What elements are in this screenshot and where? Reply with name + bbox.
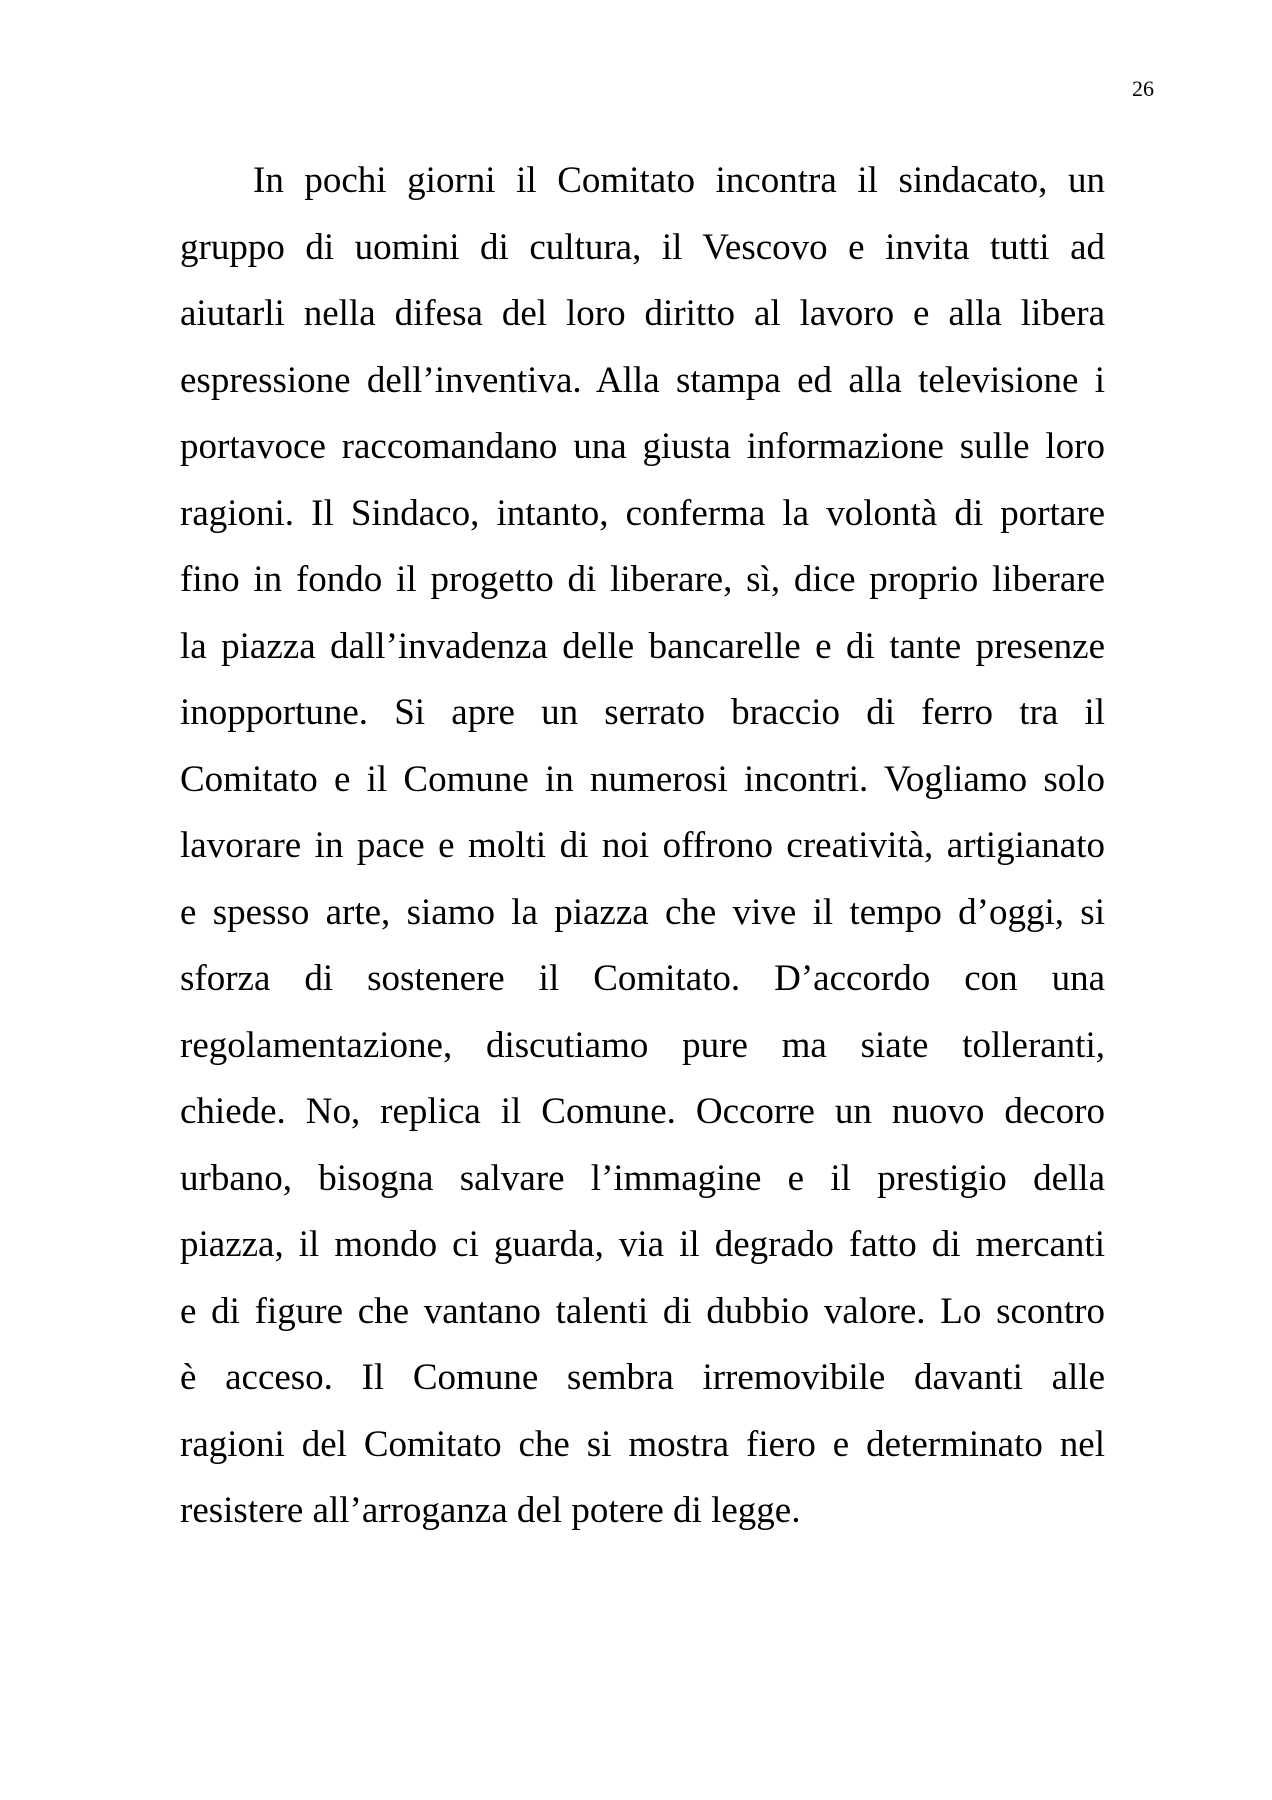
paragraph-line: portavoce raccomandano una giusta informazione sulle loro (180, 426, 1105, 467)
paragraph-line: e spesso arte, siamo la piazza che vive il tempo d’oggi, si (180, 891, 1105, 933)
paragraph-line: urbano, bisogna salvare l’immagine e il prestigio della (180, 1157, 1105, 1199)
paragraph-line: lavorare in pace e molti di noi offrono creatività, artigianato (180, 825, 1105, 866)
paragraph-line: regolamentazione, discutiamo pure ma siate tolleranti, (180, 1024, 1105, 1066)
paragraph-line: piazza, il mondo ci guarda, via il degrado fatto di mercanti (180, 1224, 1105, 1265)
paragraph-line: e di figure che vantano talenti di dubbio valore. Lo scontro (180, 1290, 1105, 1332)
paragraph-line: In pochi giorni il Comitato incontra il sindacato, un (253, 160, 1105, 201)
paragraph-line: aiutarli nella difesa del loro diritto al lavoro e alla libera (180, 293, 1105, 334)
paragraph-line: Comitato e il Comune in numerosi incontri. Vogliamo solo (180, 758, 1105, 800)
body-paragraph (180, 148, 1105, 1545)
paragraph-line: gruppo di uomini di cultura, il Vescovo e invita tutti ad (180, 226, 1105, 268)
paragraph-line: la piazza dall’invadenza delle bancarelle e di tante presenze (180, 625, 1105, 667)
paragraph-line: espressione dell’inventiva. Alla stampa ed alla televisione i (180, 359, 1105, 401)
paragraph-line: inopportune. Si apre un serrato braccio di ferro tra il (180, 692, 1105, 733)
paragraph-line: è acceso. Il Comune sembra irremovibile davanti alle (180, 1357, 1105, 1398)
page-number: 26 (1132, 76, 1154, 101)
paragraph-line: resistere all’arroganza del potere di legge. (180, 1490, 801, 1531)
paragraph-line: ragioni. Il Sindaco, intanto, conferma la volontà di portare (180, 492, 1105, 534)
paragraph-line: fino in fondo il progetto di liberare, sì, dice proprio liberare (180, 559, 1105, 600)
paragraph-line: sforza di sostenere il Comitato. D’accordo con una (180, 958, 1105, 999)
paragraph-line: chiede. No, replica il Comune. Occorre un nuovo decoro (180, 1091, 1105, 1132)
paragraph-line: ragioni del Comitato che si mostra fiero e determinato nel (180, 1423, 1105, 1465)
